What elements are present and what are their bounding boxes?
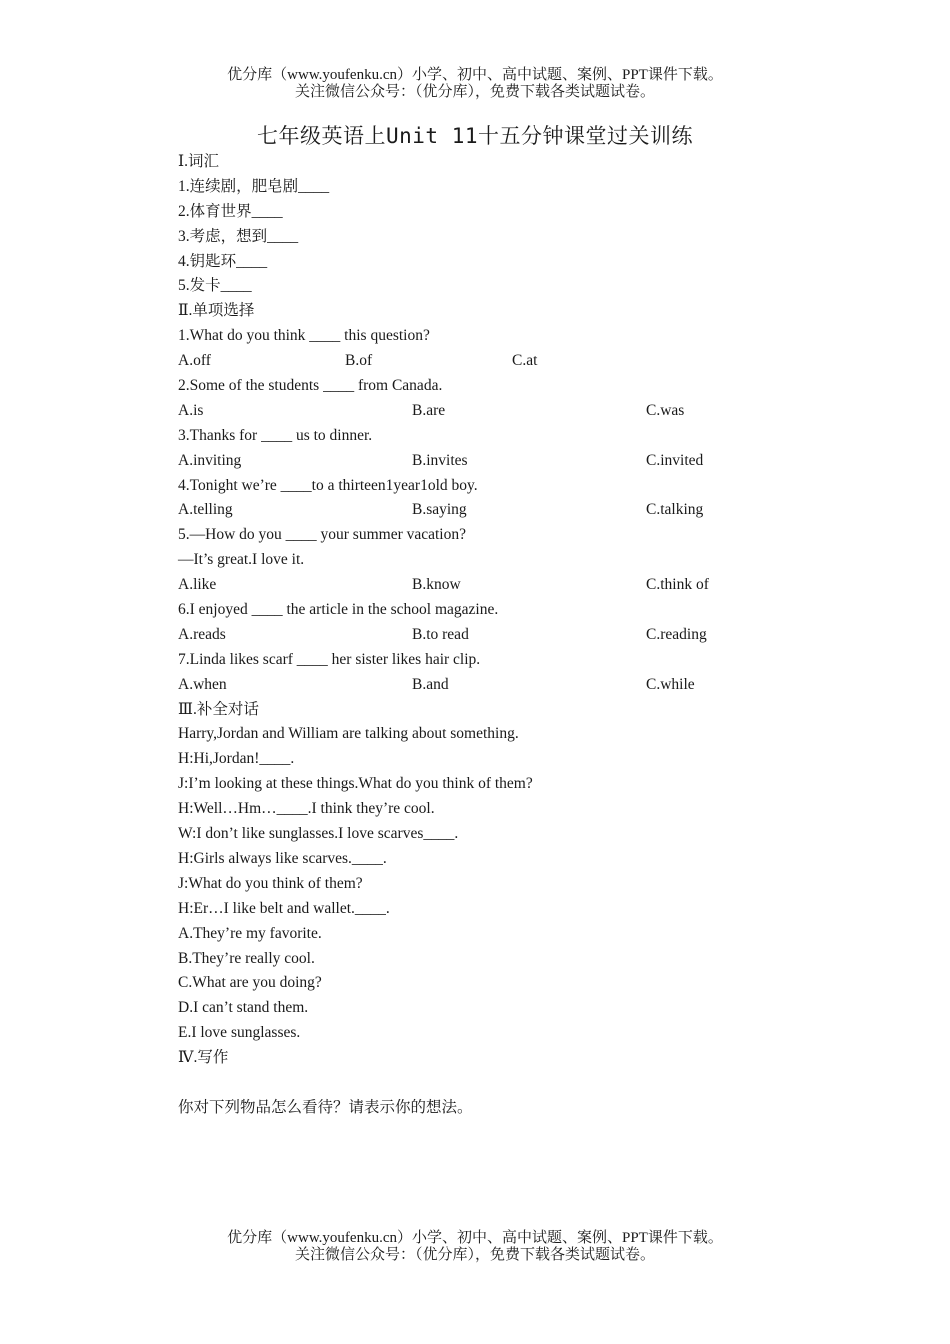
option-a: A.is xyxy=(178,401,204,419)
question-text: 4.Tonight we’re ____to a thirteen1year1old boy. xyxy=(178,476,478,494)
option-b: B.to read xyxy=(412,625,469,643)
dialogue-line: H:Girls always like scarves.____. xyxy=(178,849,387,867)
option-c: C.reading xyxy=(646,625,707,643)
option-b: B.are xyxy=(412,401,446,419)
header-line-2: 关注微信公众号：（优分库），免费下载各类试题试卷。 xyxy=(294,84,655,100)
dialogue-option: B.They’re really cool. xyxy=(178,949,315,967)
section-3-heading: Ⅲ.补全对话 xyxy=(178,700,259,718)
option-a: A.when xyxy=(178,675,227,693)
option-b: B.saying xyxy=(412,501,467,519)
option-a: A.off xyxy=(178,352,211,370)
vocab-item: 4.钥匙环____ xyxy=(178,252,268,270)
option-a: A.inviting xyxy=(178,451,242,469)
blank-line xyxy=(178,1071,818,1096)
question-options xyxy=(178,623,818,648)
dialogue-line: J:I’m looking at these things.What do you think of them? xyxy=(178,775,533,793)
vocab-item: 5.发卡____ xyxy=(178,277,252,295)
dialogue-option: C.What are you doing? xyxy=(178,974,322,992)
writing-prompt: 你对下列物品怎么看待？请表示你的想法。 xyxy=(178,1098,473,1116)
option-b: B.and xyxy=(412,675,449,693)
vocab-item: 2.体育世界____ xyxy=(178,202,283,220)
question-options xyxy=(178,573,818,598)
question-text: 5.—How do you ____ your summer vacation? xyxy=(178,526,466,544)
dialogue-line: W:I don’t like sunglasses.I love scarves____. xyxy=(178,825,459,843)
section-4-heading: Ⅳ.写作 xyxy=(178,1049,229,1067)
dialogue-option: E.I love sunglasses. xyxy=(178,1024,301,1042)
page-title: 七年级英语上Unit 11十五分钟课堂过关训练 xyxy=(257,124,693,148)
dialogue-line: H:Er…I like belt and wallet.____. xyxy=(178,899,390,917)
dialogue-line: H:Well…Hm…____.I think they’re cool. xyxy=(178,800,435,818)
question-text: 1.What do you think ____ this question? xyxy=(178,327,430,345)
dialogue-option: D.I can’t stand them. xyxy=(178,999,309,1017)
dialogue-option: A.They’re my favorite. xyxy=(178,924,322,942)
option-a: A.like xyxy=(178,576,217,594)
option-c: C.while xyxy=(646,675,695,693)
page-footer xyxy=(0,1230,950,1264)
option-b: B.know xyxy=(412,576,461,594)
option-a: A.telling xyxy=(178,501,233,519)
vocab-item: 1.连续剧，肥皂剧____ xyxy=(178,177,330,195)
option-b: B.invites xyxy=(412,451,468,469)
option-b: B.of xyxy=(345,352,373,370)
footer-line-2: 关注微信公众号：（优分库），免费下载各类试题试卷。 xyxy=(294,1247,655,1263)
question-text: 2.Some of the students ____ from Canada. xyxy=(178,377,443,395)
option-c: C.was xyxy=(646,401,685,419)
section-2-heading: Ⅱ.单项选择 xyxy=(178,302,255,320)
question-options xyxy=(178,449,818,474)
worksheet-content xyxy=(178,150,818,1121)
question-options xyxy=(178,673,818,698)
question-reply: —It’s great.I love it. xyxy=(178,551,305,569)
question-text: 7.Linda likes scarf ____ her sister likes hair clip. xyxy=(178,650,481,668)
page-header xyxy=(0,67,950,101)
question-options xyxy=(178,349,818,374)
dialogue-line: J:What do you think of them? xyxy=(178,874,363,892)
footer-line-1: 优分库（www.youfenku.cn）小学、初中、高中试题、案例、PPT课件下载。 xyxy=(227,1230,723,1246)
dialogue-line: H:Hi,Jordan!____. xyxy=(178,750,295,768)
option-a: A.reads xyxy=(178,625,226,643)
question-text: 3.Thanks for ____ us to dinner. xyxy=(178,426,373,444)
option-c: C.invited xyxy=(646,451,704,469)
dialogue-line: Harry,Jordan and William are talking about something. xyxy=(178,725,519,743)
question-options xyxy=(178,399,818,424)
option-c: C.talking xyxy=(646,501,704,519)
section-1-heading: Ⅰ.词汇 xyxy=(178,153,219,170)
question-options xyxy=(178,498,818,523)
option-c: C.think of xyxy=(646,576,709,594)
vocab-item: 3.考虑，想到____ xyxy=(178,227,299,245)
option-c: C.at xyxy=(512,352,538,370)
header-line-1: 优分库（www.youfenku.cn）小学、初中、高中试题、案例、PPT课件下载。 xyxy=(227,67,723,83)
question-text: 6.I enjoyed ____ the article in the school magazine. xyxy=(178,601,499,619)
